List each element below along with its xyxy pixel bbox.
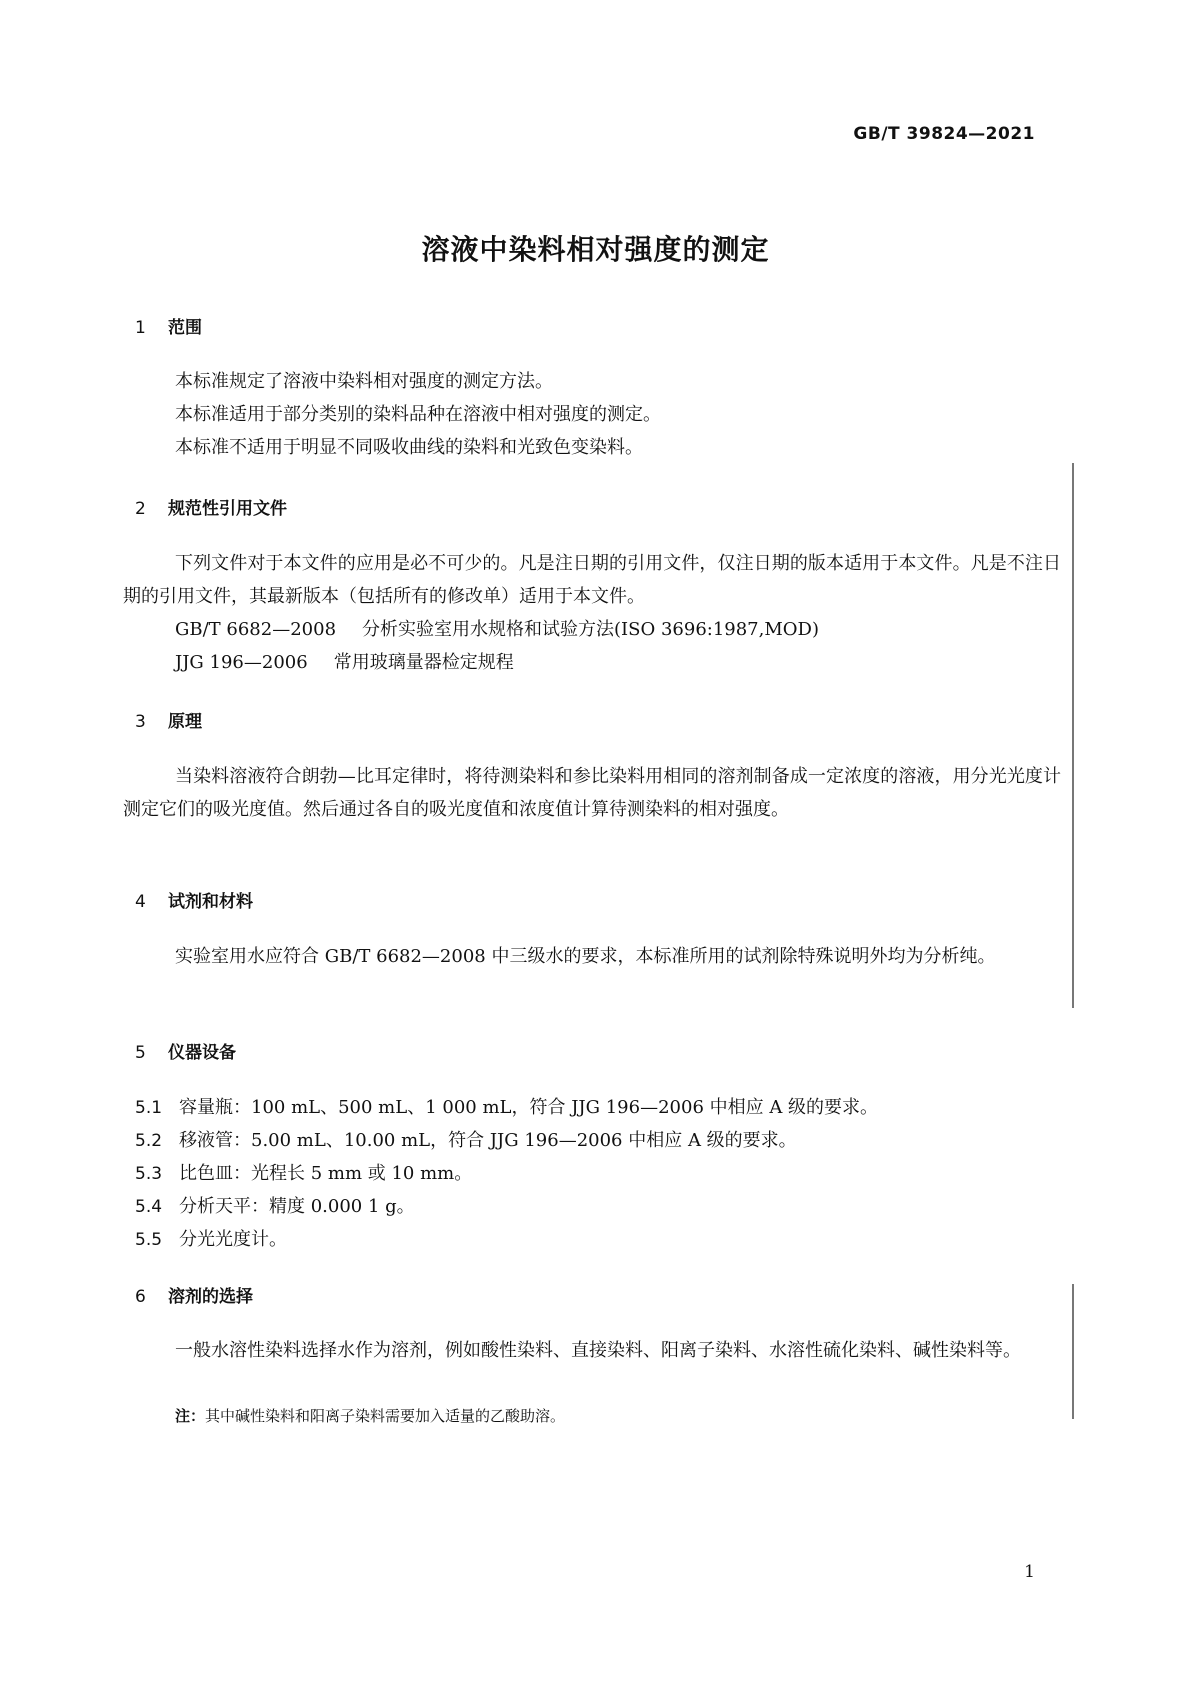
note-label: 注： xyxy=(175,1407,206,1425)
section-5-heading xyxy=(135,1038,236,1063)
section-6-heading xyxy=(135,1282,253,1307)
change-bar xyxy=(1072,463,1074,1008)
item-number: 5.1 xyxy=(135,1098,163,1118)
document-title: 溶液中染料相对强度的测定 xyxy=(421,233,770,266)
item-number: 5.4 xyxy=(135,1197,163,1217)
section-number: 1 xyxy=(135,318,146,338)
solvent-paragraph: 一般水溶性染料选择水作为溶剂，例如酸性染料、直接染料、阳离子染料、水溶性硫化染料、碱性染料等。 xyxy=(175,1340,1021,1361)
apparatus-item xyxy=(135,1124,797,1158)
section-title: 溶剂的选择 xyxy=(168,1287,253,1307)
section-title: 范围 xyxy=(168,318,202,338)
section-3-heading xyxy=(135,707,202,732)
item-text: 移液管：5.00 mL、10.00 mL，符合 JJG 196—2006 中相应 A 级的要求。 xyxy=(179,1130,797,1151)
section-number: 3 xyxy=(135,712,146,732)
reference-item xyxy=(175,646,514,679)
reference-title: 常用玻璃量器检定规程 xyxy=(333,652,514,673)
section-number: 4 xyxy=(135,892,146,912)
item-number: 5.3 xyxy=(135,1164,163,1184)
section-title: 规范性引用文件 xyxy=(168,499,287,519)
scope-line-3: 本标准不适用于明显不同吸收曲线的染料和光致色变染料。 xyxy=(175,437,643,458)
apparatus-item xyxy=(135,1091,878,1125)
note xyxy=(175,1403,565,1429)
normative-references-paragraph: 下列文件对于本文件的应用是必不可少的。凡是注日期的引用文件，仅注日期的版本适用于本文件。凡是不注日期的引用文件，其最新版本（包括所有的修改单）适用于本文件。 xyxy=(123,553,1061,607)
reference-code: GB/T 6682—2008 xyxy=(175,619,337,640)
standard-code: GB/T 39824—2021 xyxy=(853,124,1035,144)
reagents-paragraph: 实验室用水应符合 GB/T 6682—2008 中三级水的要求，本标准所用的试剂除特殊说明外均为分析纯。 xyxy=(175,946,996,967)
reference-title: 分析实验室用水规格和试验方法(ISO 3696:1987,MOD) xyxy=(362,619,820,640)
scope-line-1: 本标准规定了溶液中染料相对强度的测定方法。 xyxy=(175,371,553,392)
item-text: 容量瓶：100 mL、500 mL、1 000 mL，符合 JJG 196—2006 中相应 A 级的要求。 xyxy=(179,1097,879,1118)
apparatus-item xyxy=(135,1223,287,1257)
item-text: 分光光度计。 xyxy=(179,1229,287,1250)
section-4-heading xyxy=(135,887,253,912)
item-text: 比色皿：光程长 5 mm 或 10 mm。 xyxy=(179,1163,473,1184)
section-2-heading xyxy=(135,494,287,519)
section-title: 原理 xyxy=(168,712,202,732)
item-number: 5.5 xyxy=(135,1230,163,1250)
section-number: 5 xyxy=(135,1043,146,1063)
section-title: 试剂和材料 xyxy=(168,892,253,912)
scope-line-2: 本标准适用于部分类别的染料品种在溶液中相对强度的测定。 xyxy=(175,404,661,425)
change-bar xyxy=(1072,1284,1074,1419)
apparatus-item xyxy=(135,1190,415,1224)
page-number: 1 xyxy=(1024,1562,1035,1582)
apparatus-item xyxy=(135,1157,472,1191)
reference-item xyxy=(175,613,819,646)
principle-paragraph: 当染料溶液符合朗勃—比耳定律时，将待测染料和参比染料用相同的溶剂制备成一定浓度的溶液，用分光光度计测定它们的吸光度值。然后通过各自的吸光度值和浓度值计算待测染料的相对强度。 xyxy=(123,766,1061,820)
section-number: 6 xyxy=(135,1287,146,1307)
item-text: 分析天平：精度 0.000 1 g。 xyxy=(179,1196,415,1217)
section-1-heading xyxy=(135,313,202,338)
item-number: 5.2 xyxy=(135,1131,163,1151)
section-number: 2 xyxy=(135,499,146,519)
reference-code: JJG 196—2006 xyxy=(175,652,308,673)
note-text: 其中碱性染料和阳离子染料需要加入适量的乙酸助溶。 xyxy=(205,1407,566,1425)
section-title: 仪器设备 xyxy=(168,1043,236,1063)
